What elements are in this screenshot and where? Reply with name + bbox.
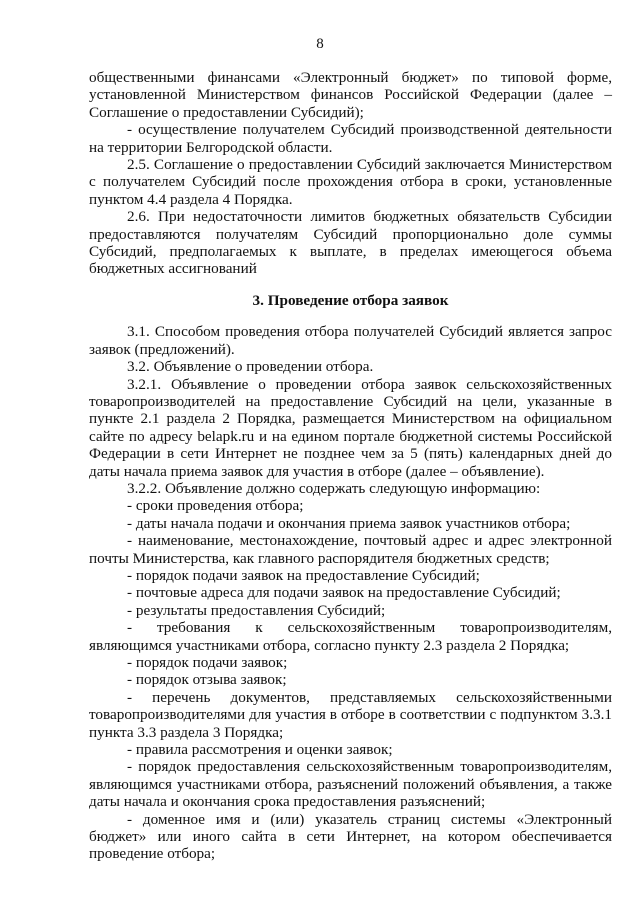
paragraph: общественными финансами «Электронный бюджет» по типовой форме, установленной Министерством финансов Российской Федерации (далее – Соглашение о предоставлении Субсидий);: [89, 69, 612, 121]
list-item: - почтовые адреса для подачи заявок на предоставление Субсидий;: [127, 584, 561, 602]
list-item: - доменное имя и (или) указатель страниц системы «Электронный бюджет» или иного сайта в сети Интернет, на котором обеспечивается проведение отбора;: [89, 810, 612, 863]
document-body: [89, 69, 612, 863]
paragraph: 2.6. При недостаточности лимитов бюджетных обязательств Субсидии предоставляются получателям Субсидий пропорционально доле суммы Субсидий, предполагаемых к выплате, в пределах имеющегося объема бюджетных ассигнований: [89, 208, 612, 278]
list-item: - перечень документов, представляемых сельскохозяйственными товаропроизводителями для участия в отборе в соответствии с подпунктом 3.3.1 пункта 3.3 раздела 3 Порядка;: [89, 688, 612, 741]
list-item: - наименование, местонахождение, почтовый адрес и адрес электронной почты Министерства, как главного распорядителя бюджетных средств;: [89, 532, 612, 567]
list-item: - даты начала подачи и окончания приема заявок участников отбора;: [127, 514, 571, 532]
paragraph: 3.2.2. Объявление должно содержать следующую информацию:: [127, 479, 541, 497]
list-item: - порядок подачи заявок;: [127, 654, 288, 671]
list-item: - сроки проведения отбора;: [127, 497, 304, 515]
paragraph: 3.2.1. Объявление о проведении отбора заявок сельскохозяйственных товаропроизводителей на предоставление Субсидий на цели, указанные в пункте 2.1 раздела 2 Порядка, размещается Министерством на официальном сайте по адресу belapk.ru и на едином портале бюджетной системы Российской Федерации в сети Интернет не позднее чем за 5 (пять) календарных дней до даты начала приема заявок для участия в отборе (далее – объявление).: [89, 375, 612, 480]
section-heading: 3. Проведение отбора заявок: [252, 291, 449, 309]
list-item: - порядок подачи заявок на предоставление Субсидий;: [127, 566, 480, 584]
list-item: - правила рассмотрения и оценки заявок;: [127, 741, 393, 759]
list-item: - требования к сельскохозяйственным товаропроизводителям, являющимся участниками отбора, согласно пункту 2.3 раздела 2 Порядка;: [89, 619, 612, 654]
paragraph: - осуществление получателем Субсидий производственной деятельности на территории Белгородской области.: [89, 121, 612, 156]
paragraph: 2.5. Соглашение о предоставлении Субсидий заключается Министерством с получателем Субсидий после прохождения отбора в сроки, установленные пунктом 4.4 раздела 4 Порядка.: [89, 156, 612, 208]
list-item: - порядок предоставления сельскохозяйственным товаропроизводителям, являющимся участниками отбора, разъяснений положений объявления, а также даты начала и окончания срока предоставления разъяснений;: [89, 758, 612, 811]
page-number: 8: [316, 36, 324, 52]
paragraph: 3.1. Способом проведения отбора получателей Субсидий является запрос заявок (предложений).: [89, 323, 612, 358]
list-item: - результаты предоставления Субсидий;: [127, 601, 386, 619]
paragraph: 3.2. Объявление о проведении отбора.: [127, 358, 374, 376]
list-item: - порядок отзыва заявок;: [127, 671, 287, 689]
